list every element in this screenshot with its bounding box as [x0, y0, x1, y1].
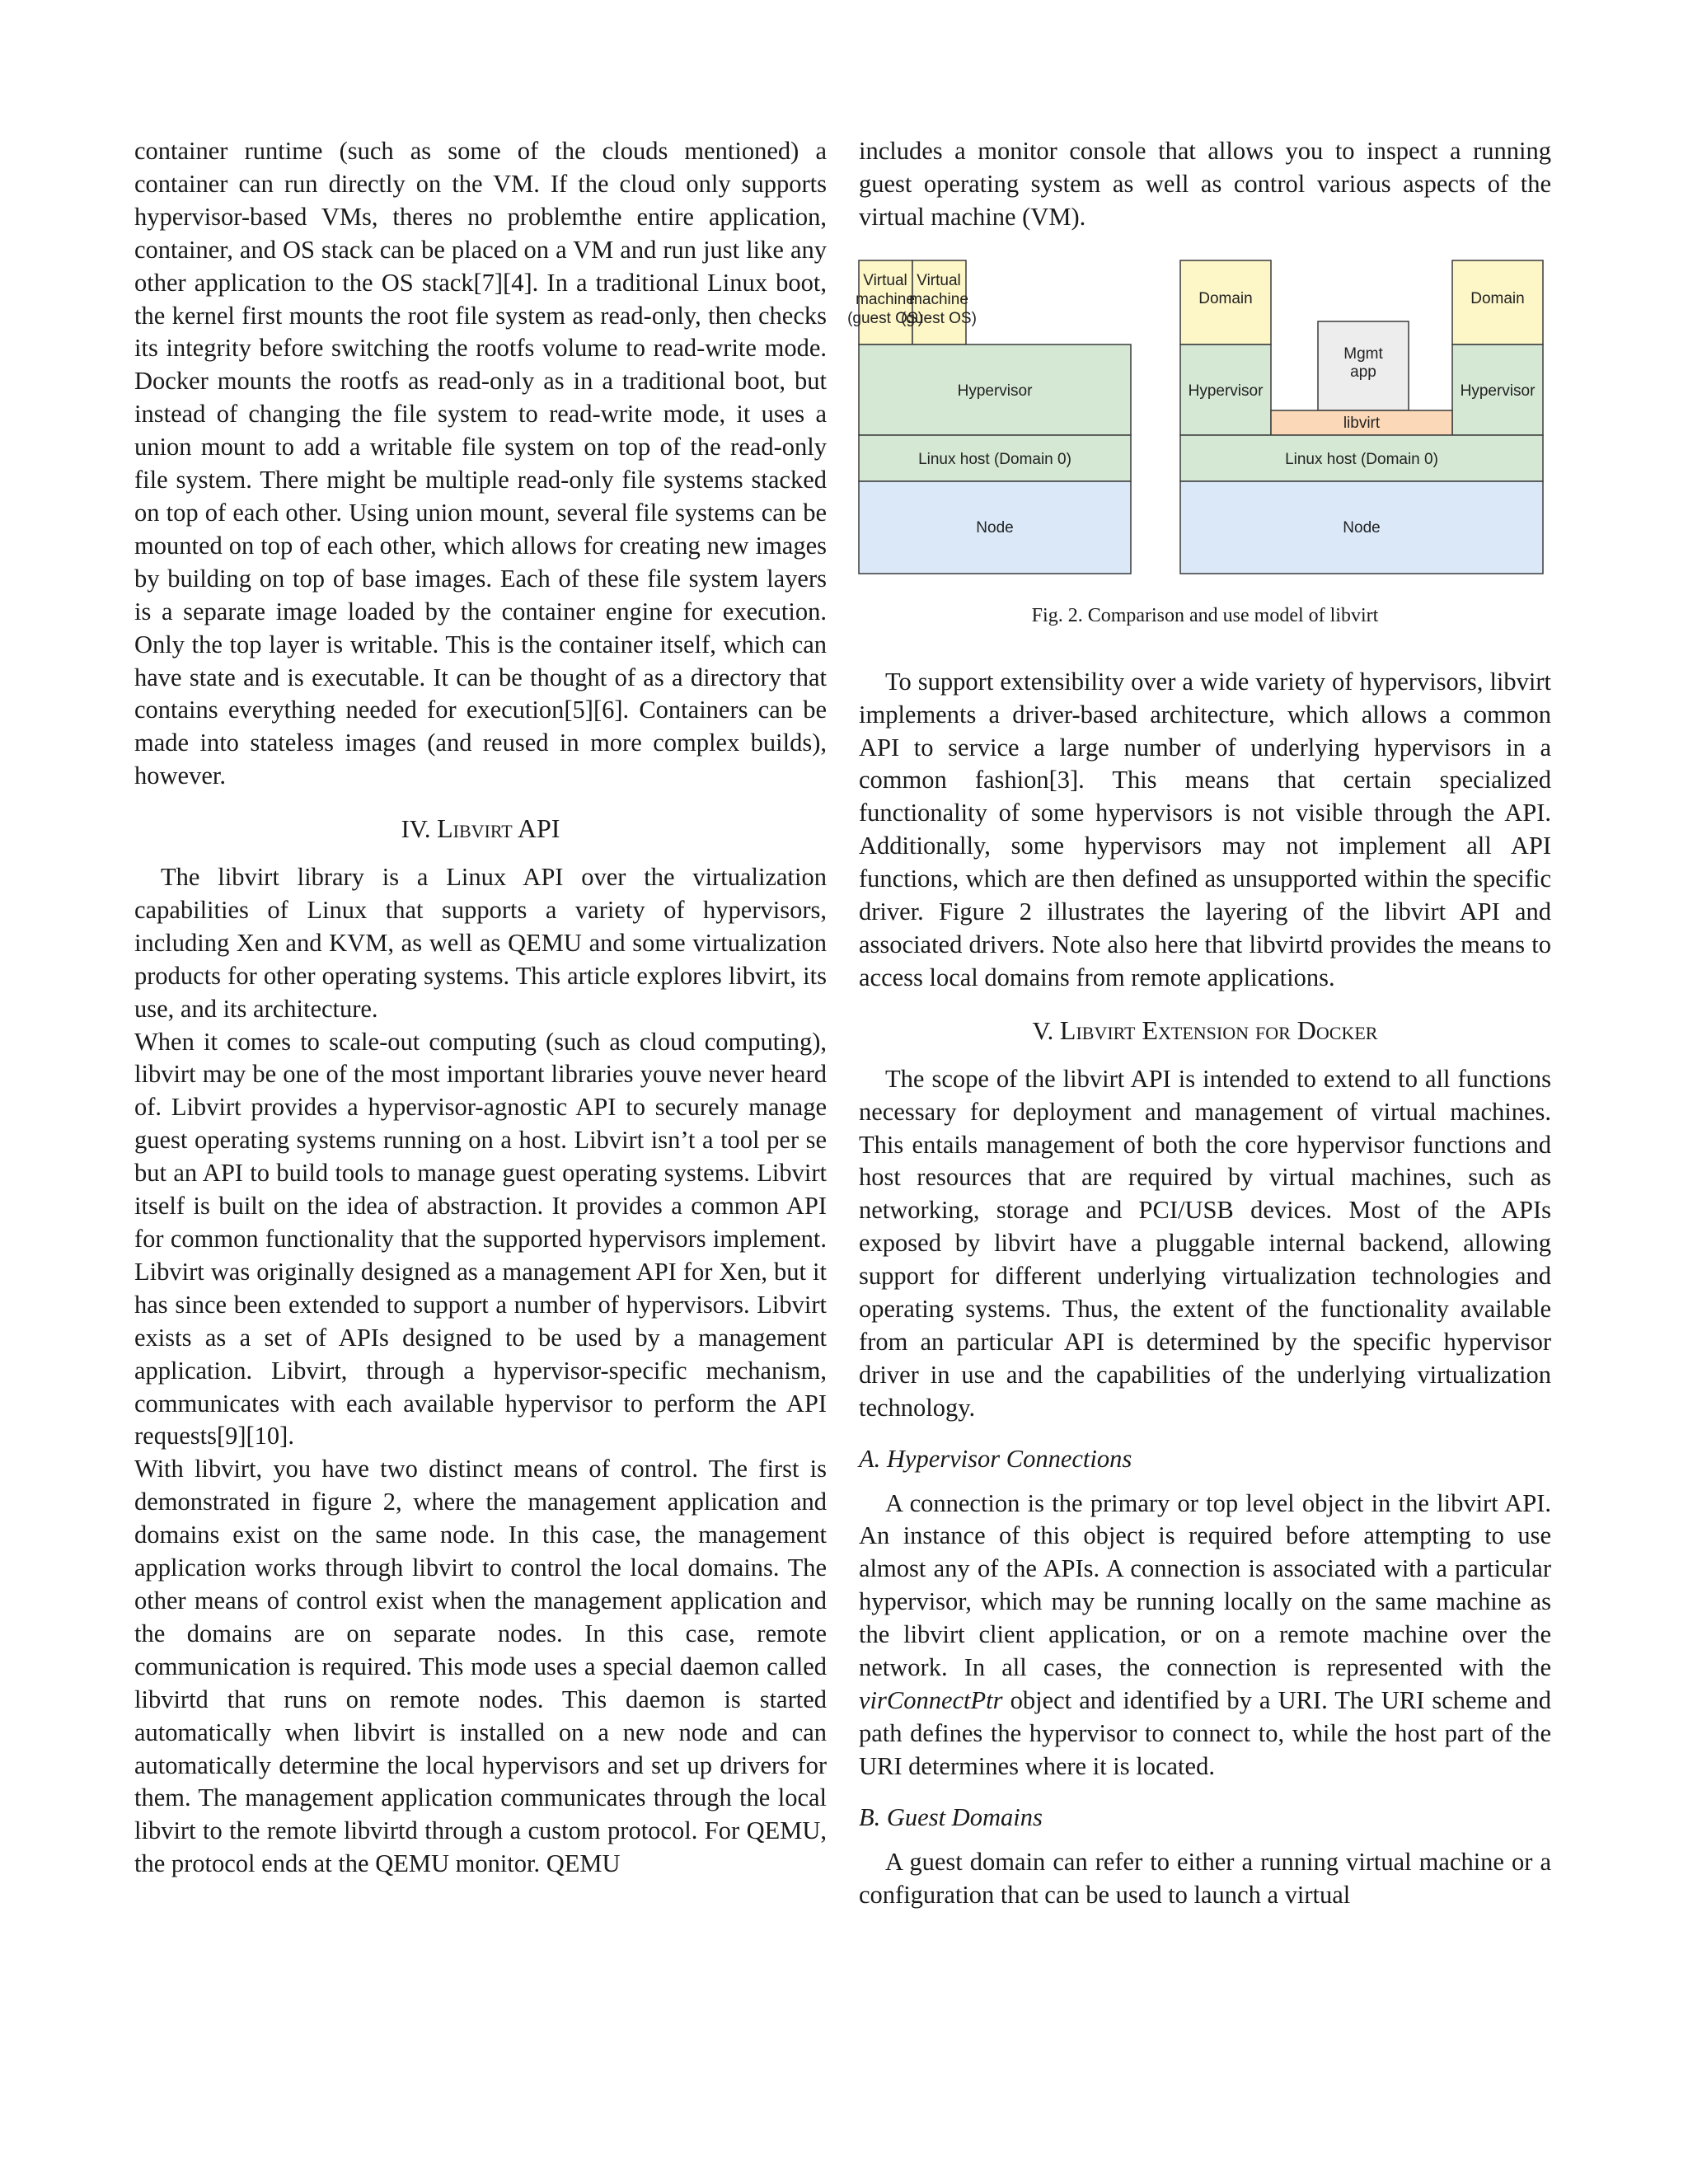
- section-number: IV.: [401, 815, 431, 844]
- right-column: [847, 135, 1551, 1911]
- paragraph: includes a monitor console that allows you to inspect a running guest operating system as well as control various aspects of the virtual machine (VM).: [859, 137, 1551, 231]
- subsection-heading-b: B. Guest Domains: [859, 1802, 1043, 1831]
- section-title: Libvirt API: [437, 813, 560, 844]
- domain-label: Domain: [1198, 289, 1253, 307]
- vm-label-line: Virtual: [917, 271, 961, 289]
- vm-label-line: (guest OS): [901, 309, 977, 327]
- libvirt-label: libvirt: [1343, 414, 1381, 432]
- paragraph: The libvirt library is a Linux API over the virtualization capabilities of Linux that supports a variety of hypervisors, including Xen and KVM, as well as QEMU and some virtualization products for other operating systems. This article explores libvirt, its use, and its architecture.: [134, 863, 827, 1023]
- linux-host-label: Linux host (Domain 0): [1285, 450, 1438, 468]
- linux-host-label: Linux host (Domain 0): [918, 450, 1071, 468]
- node-label: Node: [1343, 518, 1381, 537]
- code-identifier: virConnectPtr: [859, 1686, 1003, 1714]
- vm-label-line: machine: [856, 290, 915, 308]
- figure-libvirt-model: [847, 259, 1551, 577]
- hypervisor-label: Hypervisor: [1188, 382, 1264, 400]
- vm-label-line: Virtual: [863, 271, 907, 289]
- paragraph-text: object and identified by a URI. The URI scheme and path defines the hypervisor to connect to, while the host part of the URI determines where it is located.: [859, 1686, 1551, 1780]
- section-heading-v: [859, 1015, 1551, 1048]
- paragraph: container runtime (such as some of the clouds mentioned) a container can run directly on the VM. If the cloud only supports hypervisor-based VMs, theres no problemthe entire application, container, and OS stack can be placed on a VM and run just like any other application to the OS stack[7][4]. In a traditional Linux boot, the kernel first mounts the root file system as read-only, then checks its integrity before switching the rootfs volume to read-write mode. Docker mounts the rootfs as read-only as in a traditional boot, but instead of changing the file system to read-write mode, it uses a union mount to add a writable file system on top of the read-only file system. There might be multiple read-only file systems stacked on top of each other. Using union mount, several file systems can be mounted on top of each other, which allows for creating new images by building on top of base images. Each of these file system layers is a separate image loaded by the container engine for execution. Only the top layer is writable. This is the container itself, which can have state and is executable. It can be thought of as a directory that contains everything needed for execution[5][6]. Containers can be made into stateless images (and reused in more complex builds), however.: [134, 137, 827, 790]
- paragraph: To support extensibility over a wide variety of hypervisors, libvirt implements a driver-based architecture, which allows a common API to service a large number of underlying hypervisors in a common fashion[3]. This means that certain specialized functionality of some hypervisors is not visible through the API. Additionally, some hypervisors may not implement all API functions, which are then defined as unsupported within the specific driver. Figure 2 illustrates the layering of the libvirt API and associated drivers. Note also here that libvirtd provides the means to access local domains from remote applications.: [859, 667, 1551, 991]
- node-label: Node: [976, 518, 1014, 537]
- vm-label-line: machine: [909, 290, 968, 308]
- figure-caption: Fig. 2. Comparison and use model of libvirt: [1031, 604, 1379, 626]
- left-column: [134, 135, 827, 1881]
- hypervisor-label: Hypervisor: [957, 382, 1033, 400]
- hypervisor-label: Hypervisor: [1460, 382, 1536, 400]
- libvirt-diagram: [847, 259, 1551, 577]
- paragraph-text: A connection is the primary or top level object in the libvirt API. An instance of this object is required before attempting to use almost any of the APIs. A connection is associated with a particular hypervisor, which may be running locally on the same machine as the libvirt client application, or on a remote machine over the network. In all cases, the connection is represented with the: [859, 1488, 1551, 1682]
- paragraph: The scope of the libvirt API is intended to extend to all functions necessary for deployment and management of virtual machines. This entails management of both the core hypervisor functions and host resources that are required by virtual machines, such as networking, storage and PCI/USB devices. Most of the APIs exposed by libvirt have a pluggable internal backend, allowing support for different underlying virtualization technologies and operating systems. Thus, the extent of the functionality available from an particular API is determined by the specific hypervisor driver in use and the capabilities of the underlying virtualization technology.: [859, 1064, 1551, 1422]
- vm-label-line: (guest OS): [847, 309, 923, 327]
- subsection-heading-a: A. Hypervisor Connections: [859, 1444, 1132, 1473]
- mgmt-app-label-line: Mgmt: [1343, 344, 1383, 363]
- section-number: V.: [1032, 1016, 1054, 1045]
- paragraph: A guest domain can refer to either a running virtual machine or a configuration that can be used to launch a virtual: [859, 1847, 1551, 1909]
- section-heading-iv: [134, 813, 827, 846]
- domain-label: Domain: [1470, 289, 1525, 307]
- paragraph: With libvirt, you have two distinct means of control. The first is demonstrated in figure 2, where the management application and domains exist on the same node. In this case, the management application works through libvirt to control the local domains. The other means of control exist when the management application and the domains are on separate nodes. In this case, remote communication is required. This mode uses a special daemon called libvirtd that runs on remote nodes. This daemon is started automatically when libvirt is installed on a new node and can automatically determine the local hypervisors and set up drivers for them. The management application communicates through the local libvirt to the remote libvirtd through a custom protocol. For QEMU, the protocol ends at the QEMU monitor. QEMU: [134, 1455, 827, 1878]
- mgmt-app-label-line: app: [1350, 363, 1376, 381]
- paragraph: [859, 1488, 1551, 1783]
- section-title: Libvirt Extension for Docker: [1059, 1015, 1378, 1045]
- paragraph: When it comes to scale-out computing (such as cloud computing), libvirt may be one of the most important libraries youve never heard of. Libvirt provides a hypervisor-agnostic API to securely manage guest operating systems running on a host. Libvirt isn’t a tool per se but an API to build tools to manage guest operating systems. Libvirt itself is built on the idea of abstraction. It provides a common API for common functionality that the supported hypervisors implement. Libvirt was originally designed as a management API for Xen, but it has since been extended to support a number of hypervisors. Libvirt exists as a set of APIs designed to be used by a management application. Libvirt, through a hypervisor-specific mechanism, communicates with each available hypervisor to perform the API requests[9][10].: [134, 1027, 827, 1451]
